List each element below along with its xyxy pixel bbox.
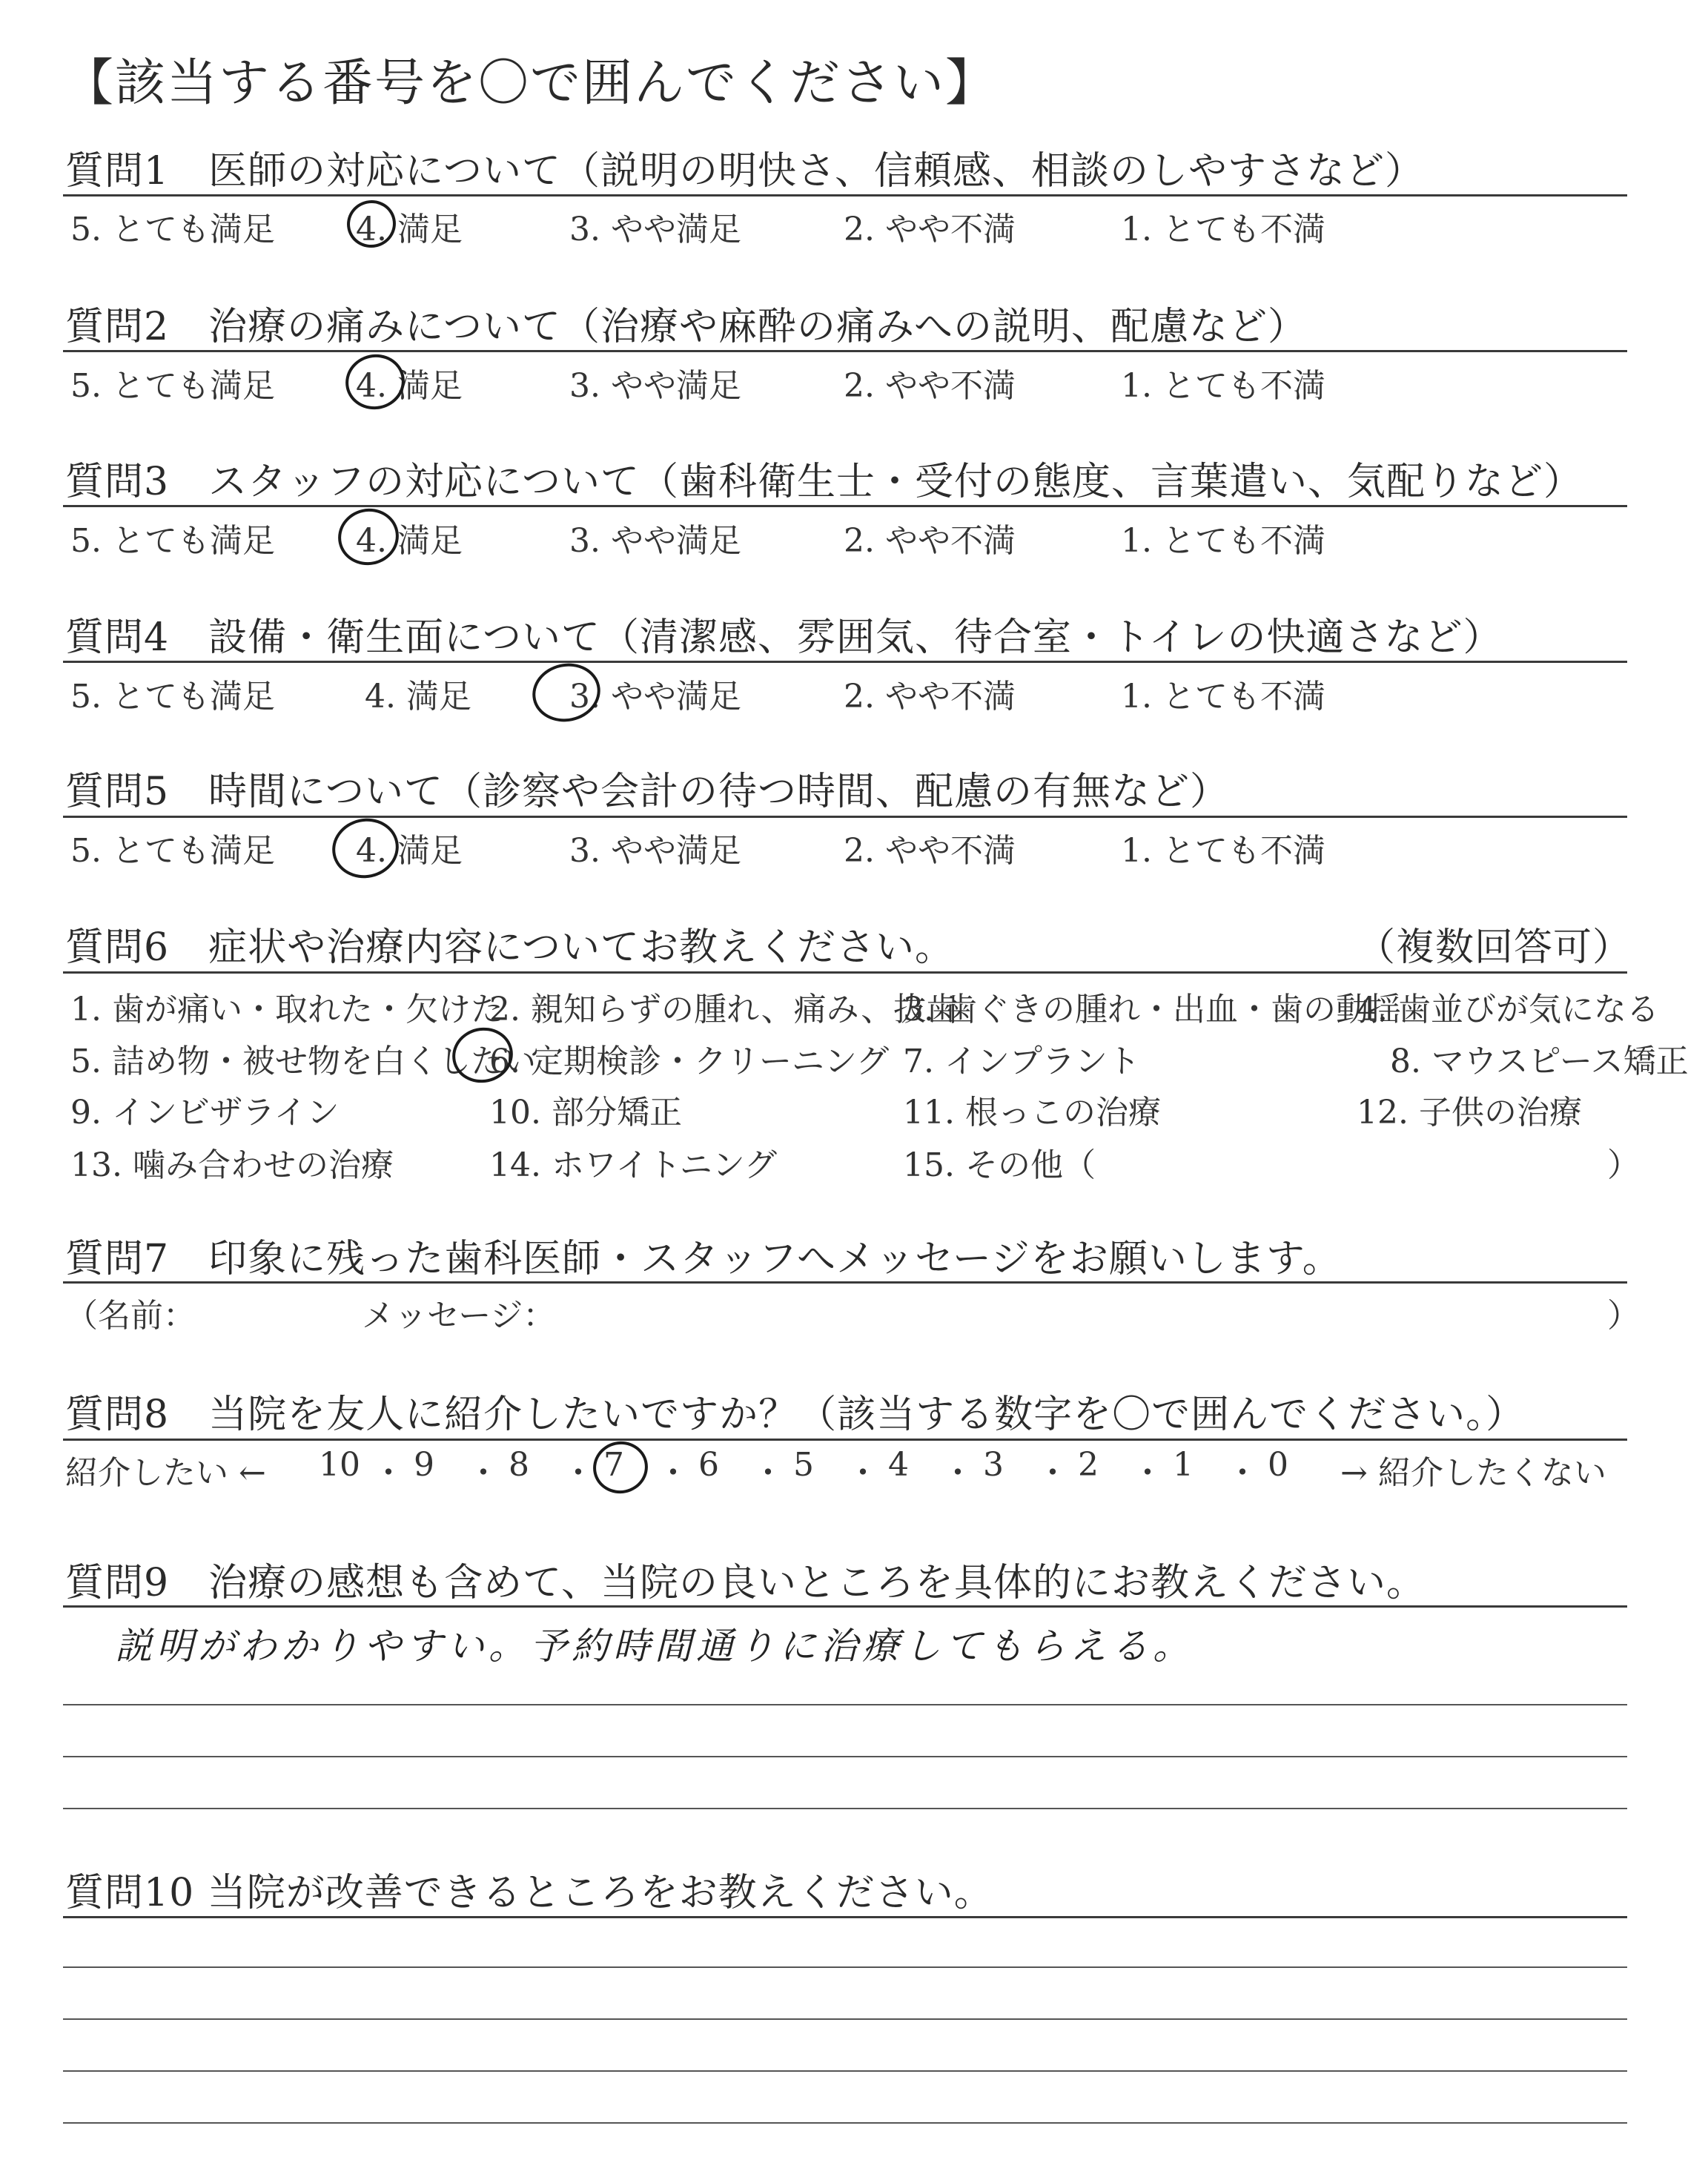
q8-scale-separator: ・	[752, 1454, 784, 1492]
q7-title: 質問7 印象に残った歯科医師・スタッフへメッセージをお願いします。	[65, 1237, 1342, 1281]
q2-divider	[63, 350, 1627, 352]
q1-option-2[interactable]: 2. やや不満	[844, 211, 1016, 248]
q5-option-2[interactable]: 2. やや不満	[844, 832, 1016, 870]
q3-option-1[interactable]: 1. とても不満	[1121, 522, 1325, 560]
q3-title: 質問3 スタッフの対応について（歯科衛生士・受付の態度、言葉遣い、気配りなど）	[65, 460, 1583, 504]
q4-divider	[63, 661, 1627, 663]
q6-item-9[interactable]: 9. インビザライン	[70, 1094, 340, 1132]
q9-handwritten-answer[interactable]: 説明がわかりやすい。予約時間通りに治療してもらえる。	[115, 1625, 1194, 1668]
q4-option-1[interactable]: 1. とても不満	[1121, 678, 1325, 716]
q8-selected-circle	[589, 1436, 653, 1499]
q8-scale-separator: ・	[1131, 1454, 1164, 1492]
q1-option-4[interactable]: 4. 満足	[356, 211, 463, 248]
q6-item-2[interactable]: 2. 親知らずの腫れ、痛み、抜歯	[489, 991, 959, 1028]
q8-scale-4[interactable]: 4	[888, 1446, 909, 1484]
q10-answer-line-3	[63, 2070, 1627, 2072]
q3-option-2[interactable]: 2. やや不満	[844, 522, 1016, 560]
q9-answer-line-3	[63, 1808, 1627, 1809]
q7-name-label: （名前：	[65, 1297, 196, 1335]
q8-scale-separator: ・	[467, 1454, 500, 1492]
q5-divider	[63, 816, 1627, 818]
q4-selected-circle	[527, 657, 606, 727]
q6-item-12[interactable]: 12. 子供の治療	[1357, 1094, 1582, 1132]
q8-scale-9[interactable]: 9	[414, 1446, 434, 1484]
q6-title: 質問6 症状や治療内容についてお教えください。	[65, 925, 955, 970]
q4-option-4[interactable]: 4. 満足	[365, 678, 471, 716]
q6-item-6[interactable]: 6. 定期検診・クリーニング	[489, 1043, 890, 1080]
q8-scale-3[interactable]: 3	[983, 1446, 1004, 1484]
q3-divider	[63, 505, 1627, 507]
q1-divider	[63, 194, 1627, 196]
q8-divider	[63, 1439, 1627, 1441]
q4-option-3[interactable]: 3. やや満足	[569, 678, 741, 716]
q5-option-5[interactable]: 5. とても満足	[70, 832, 275, 870]
q8-right-label: → 紹介したくない	[1340, 1454, 1606, 1492]
q10-divider	[63, 1916, 1627, 1918]
q7-divider	[63, 1281, 1627, 1284]
q2-option-1[interactable]: 1. とても不満	[1121, 367, 1325, 405]
q3-option-3[interactable]: 3. やや満足	[569, 522, 741, 560]
q6-item-11[interactable]: 11. 根っこの治療	[903, 1094, 1161, 1132]
q2-option-3[interactable]: 3. やや満足	[569, 367, 741, 405]
q6-item-15[interactable]: 15. その他（	[903, 1146, 1096, 1184]
q5-option-3[interactable]: 3. やや満足	[569, 832, 741, 870]
q6-item-7[interactable]: 7. インプラント	[903, 1043, 1140, 1080]
q8-scale-separator: ・	[1036, 1454, 1069, 1492]
q1-option-5[interactable]: 5. とても満足	[70, 211, 275, 248]
q8-scale-7[interactable]: 7	[603, 1446, 624, 1484]
q8-scale-10[interactable]: 10	[319, 1446, 360, 1484]
q6-item-14[interactable]: 14. ホワイトニング	[489, 1146, 778, 1184]
q8-scale-0[interactable]: 0	[1268, 1446, 1288, 1484]
q8-scale-separator: ・	[657, 1454, 689, 1492]
q8-title: 質問8 当院を友人に紹介したいですか？（該当する数字を〇で囲んでください。）	[65, 1393, 1526, 1437]
q4-option-2[interactable]: 2. やや不満	[844, 678, 1016, 716]
form-header: 【該当する番号を〇で囲んでください】	[63, 54, 998, 113]
q6-item-3[interactable]: 3. 歯ぐきの腫れ・出血・歯の動揺	[903, 991, 1401, 1028]
q6-item-8[interactable]: 8. マウスピース矯正	[1390, 1043, 1689, 1080]
q3-option-4[interactable]: 4. 満足	[356, 522, 463, 560]
q6-item-4[interactable]: 4. 歯並びが気になる	[1357, 991, 1659, 1028]
q6-item-15-close: ）	[1607, 1146, 1640, 1184]
q8-scale-separator: ・	[372, 1454, 405, 1492]
q8-scale-separator: ・	[941, 1454, 974, 1492]
q7-message-label: メッセージ：	[362, 1297, 556, 1335]
q2-option-2[interactable]: 2. やや不満	[844, 367, 1016, 405]
q6-item-10[interactable]: 10. 部分矯正	[489, 1094, 682, 1132]
q10-answer-line-1	[63, 1966, 1627, 1968]
q1-option-1[interactable]: 1. とても不満	[1121, 211, 1325, 248]
q10-answer-line-2	[63, 2018, 1627, 2020]
q4-title: 質問4 設備・衛生面について（清潔感、雰囲気、待合室・トイレの快適さなど）	[65, 615, 1503, 660]
q8-scale-6[interactable]: 6	[698, 1446, 719, 1484]
q3-option-5[interactable]: 5. とても満足	[70, 522, 275, 560]
q8-left-label: 紹介したい ←	[65, 1454, 266, 1492]
q8-scale-2[interactable]: 2	[1078, 1446, 1099, 1484]
q2-option-5[interactable]: 5. とても満足	[70, 367, 275, 405]
q9-title: 質問9 治療の感想も含めて、当院の良いところを具体的にお教えください。	[65, 1561, 1426, 1605]
q1-title: 質問1 医師の対応について（説明の明快さ、信頼感、相談のしやすさなど）	[65, 149, 1424, 194]
q8-scale-separator: ・	[1226, 1454, 1259, 1492]
q2-option-4[interactable]: 4. 満足	[356, 367, 463, 405]
q8-scale-separator: ・	[562, 1454, 595, 1492]
q8-scale-1[interactable]: 1	[1173, 1446, 1194, 1484]
q10-answer-line-4	[63, 2122, 1627, 2124]
q8-scale-8[interactable]: 8	[509, 1446, 529, 1484]
q10-title: 質問10 当院が改善できるところをお教えください。	[65, 1871, 993, 1915]
q5-option-4[interactable]: 4. 満足	[356, 832, 463, 870]
q5-title: 質問5 時間について（診察や会計の待つ時間、配慮の有無など）	[65, 770, 1230, 814]
q6-item-5[interactable]: 5. 詰め物・被せ物を白くしたい	[70, 1043, 536, 1080]
q6-item-13[interactable]: 13. 噛み合わせの治療	[70, 1146, 394, 1184]
q5-option-1[interactable]: 1. とても不満	[1121, 832, 1325, 870]
q9-answer-line-2	[63, 1756, 1627, 1757]
q7-close: ）	[1607, 1297, 1640, 1335]
q2-title: 質問2 治療の痛みについて（治療や麻酔の痛みへの説明、配慮など）	[65, 305, 1308, 349]
q6-item-1[interactable]: 1. 歯が痛い・取れた・欠けた	[70, 991, 503, 1028]
q8-scale-separator: ・	[847, 1454, 879, 1492]
q1-option-3[interactable]: 3. やや満足	[569, 211, 741, 248]
q9-answer-line-1	[63, 1704, 1627, 1705]
q9-divider	[63, 1605, 1627, 1608]
q8-scale-5[interactable]: 5	[793, 1446, 814, 1484]
q6-divider	[63, 971, 1627, 974]
q6-multiple-note: （複数回答可）	[1357, 925, 1632, 970]
q4-option-5[interactable]: 5. とても満足	[70, 678, 275, 716]
